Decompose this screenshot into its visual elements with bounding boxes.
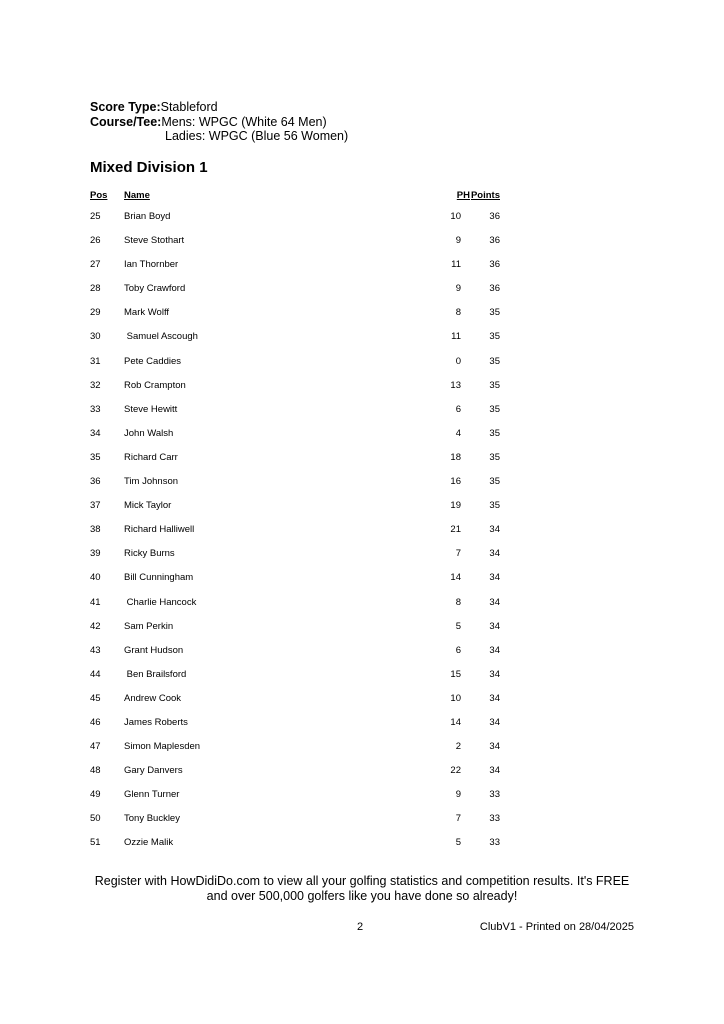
name-cell: Richard Carr (124, 451, 178, 463)
points-cell: 36 (489, 235, 500, 247)
pos-cell: 29 (90, 307, 101, 319)
table-row (0, 208, 724, 232)
ph-cell: 10 (450, 692, 461, 704)
pos-cell: 37 (90, 500, 101, 512)
points-cell: 35 (489, 476, 500, 488)
name-cell: James Roberts (124, 716, 188, 728)
ph-cell: 13 (450, 379, 461, 391)
ph-cell: 15 (450, 668, 461, 680)
pos-cell: 27 (90, 259, 101, 271)
name-cell: Ian Thornber (124, 259, 179, 271)
ph-cell: 22 (450, 765, 461, 777)
register-line-2: and over 500,000 golfers like you have done so already! (206, 889, 518, 903)
name-cell: Samuel Ascough (124, 331, 198, 343)
table-row (0, 328, 724, 352)
table-row (0, 232, 724, 256)
name-cell: Simon Maplesden (124, 741, 201, 753)
ph-cell: 7 (455, 548, 461, 560)
header-pos: Pos (90, 190, 108, 201)
name-cell: Brian Boyd (124, 211, 171, 222)
ph-cell: 8 (455, 596, 461, 608)
name-cell: Rob Crampton (124, 379, 186, 391)
pos-cell: 31 (90, 355, 101, 367)
name-cell: John Walsh (124, 427, 174, 439)
name-cell: Pete Caddies (124, 355, 182, 367)
points-cell: 34 (489, 716, 500, 728)
table-row (0, 569, 724, 593)
course-tee-label: Course/Tee: (90, 114, 162, 129)
ph-cell: 5 (455, 837, 461, 849)
header-name: Name (124, 190, 150, 201)
name-cell: Richard Halliwell (124, 524, 195, 536)
pos-cell: 50 (90, 813, 101, 825)
pos-cell: 46 (90, 716, 101, 728)
table-row (0, 666, 724, 690)
points-cell: 34 (489, 596, 500, 608)
competition-meta (90, 100, 348, 144)
table-row (0, 280, 724, 304)
table-row (0, 256, 724, 280)
table-row (0, 618, 724, 642)
ph-cell: 4 (455, 427, 461, 439)
name-cell: Charlie Hancock (124, 596, 197, 608)
table-row (0, 425, 724, 449)
header-ph: PH (456, 190, 470, 201)
points-cell: 34 (489, 620, 500, 632)
points-cell: 33 (489, 813, 500, 825)
header-points: Points (470, 190, 500, 201)
points-cell: 34 (489, 524, 500, 536)
points-cell: 33 (489, 837, 500, 849)
table-row (0, 786, 724, 810)
table-row (0, 304, 724, 328)
name-cell: Ben Brailsford (124, 668, 187, 680)
points-cell: 34 (489, 741, 500, 753)
pos-cell: 32 (90, 379, 101, 391)
name-cell: Glenn Turner (124, 789, 180, 801)
pos-cell: 44 (90, 668, 101, 680)
ph-cell: 8 (455, 307, 461, 319)
name-cell: Steve Hewitt (124, 403, 178, 415)
pos-cell: 43 (90, 644, 101, 656)
pos-cell: 30 (90, 331, 101, 343)
name-cell: Sam Perkin (124, 620, 174, 632)
table-row (0, 690, 724, 714)
points-cell: 35 (489, 427, 500, 439)
pos-cell: 28 (90, 283, 101, 295)
register-line-1: Register with HowDidiDo.com to view all your golfing statistics and competition results. It's FREE (94, 874, 630, 888)
points-cell: 35 (489, 379, 500, 391)
table-row (0, 642, 724, 666)
table-row (0, 377, 724, 401)
pos-cell: 41 (90, 596, 101, 608)
name-cell: Tony Buckley (124, 813, 180, 825)
pos-cell: 33 (90, 403, 101, 415)
ph-cell: 2 (455, 741, 461, 753)
ph-cell: 6 (455, 403, 461, 415)
name-cell: Ricky Burns (124, 548, 175, 560)
table-row (0, 762, 724, 786)
score-type-row (90, 100, 348, 115)
ph-cell: 19 (450, 500, 461, 512)
ph-cell: 9 (455, 789, 461, 801)
ph-cell: 18 (450, 451, 461, 463)
points-cell: 36 (489, 283, 500, 295)
course-tee-ladies: Ladies: WPGC (Blue 56 Women) (165, 129, 349, 143)
pos-cell: 40 (90, 572, 101, 584)
course-tee-mens: Mens: WPGC (White 64 Men) (161, 114, 327, 129)
ph-cell: 10 (450, 211, 461, 222)
name-cell: Gary Danvers (124, 765, 183, 777)
table-row (0, 738, 724, 762)
points-cell: 34 (489, 548, 500, 560)
points-cell: 35 (489, 403, 500, 415)
points-cell: 34 (489, 668, 500, 680)
points-cell: 36 (489, 211, 500, 222)
table-row (0, 353, 724, 377)
points-cell: 33 (489, 789, 500, 801)
ph-cell: 11 (451, 331, 461, 343)
ph-cell: 9 (455, 235, 461, 247)
pos-cell: 49 (90, 789, 101, 801)
table-row (0, 545, 724, 569)
points-cell: 35 (489, 500, 500, 512)
pos-cell: 35 (90, 451, 101, 463)
table-row (0, 521, 724, 545)
ph-cell: 16 (450, 476, 461, 488)
name-cell: Steve Stothart (124, 235, 185, 247)
ph-cell: 14 (450, 572, 461, 584)
table-row (0, 834, 724, 858)
course-tee-ladies-row (90, 129, 348, 144)
pos-cell: 39 (90, 548, 101, 560)
pos-cell: 47 (90, 741, 101, 753)
ph-cell: 5 (455, 620, 461, 632)
printed-info: ClubV1 - Printed on 28/04/2025 (479, 921, 634, 933)
pos-cell: 26 (90, 235, 101, 247)
ph-cell: 7 (455, 813, 461, 825)
points-cell: 36 (489, 259, 500, 271)
name-cell: Andrew Cook (124, 692, 182, 704)
points-cell: 34 (489, 692, 500, 704)
ph-cell: 14 (450, 716, 461, 728)
course-tee-row (90, 115, 348, 130)
name-cell: Mick Taylor (124, 500, 172, 512)
ph-cell: 9 (455, 283, 461, 295)
table-row (0, 714, 724, 738)
ph-cell: 0 (455, 355, 461, 367)
points-cell: 34 (489, 765, 500, 777)
table-row (0, 473, 724, 497)
name-cell: Ozzie Malik (124, 837, 174, 849)
name-cell: Mark Wolff (124, 307, 170, 319)
pos-cell: 25 (90, 211, 101, 222)
results-table (0, 208, 724, 859)
register-note (0, 874, 724, 904)
page-number: 2 (357, 921, 364, 933)
table-row (0, 594, 724, 618)
table-row (0, 449, 724, 473)
pos-cell: 34 (90, 427, 101, 439)
score-type-label: Score Type: (90, 100, 161, 114)
ph-cell: 21 (450, 524, 461, 536)
table-header (0, 190, 724, 204)
pos-cell: 36 (90, 476, 101, 488)
table-row (0, 810, 724, 834)
name-cell: Bill Cunningham (124, 572, 194, 584)
ph-cell: 6 (455, 644, 461, 656)
ph-cell: 11 (451, 259, 461, 271)
table-row (0, 401, 724, 425)
name-cell: Tim Johnson (124, 476, 179, 488)
pos-cell: 48 (90, 765, 101, 777)
table-row (0, 497, 724, 521)
points-cell: 35 (489, 331, 500, 343)
pos-cell: 38 (90, 524, 101, 536)
pos-cell: 42 (90, 620, 101, 632)
score-type-value: Stableford (160, 100, 218, 114)
points-cell: 35 (489, 451, 500, 463)
division-title: Mixed Division 1 (90, 159, 208, 176)
points-cell: 34 (489, 572, 500, 584)
name-cell: Grant Hudson (124, 644, 184, 656)
points-cell: 35 (489, 355, 500, 367)
name-cell: Toby Crawford (124, 283, 186, 295)
points-cell: 35 (489, 307, 500, 319)
points-cell: 34 (489, 644, 500, 656)
pos-cell: 51 (90, 837, 101, 849)
pos-cell: 45 (90, 692, 101, 704)
